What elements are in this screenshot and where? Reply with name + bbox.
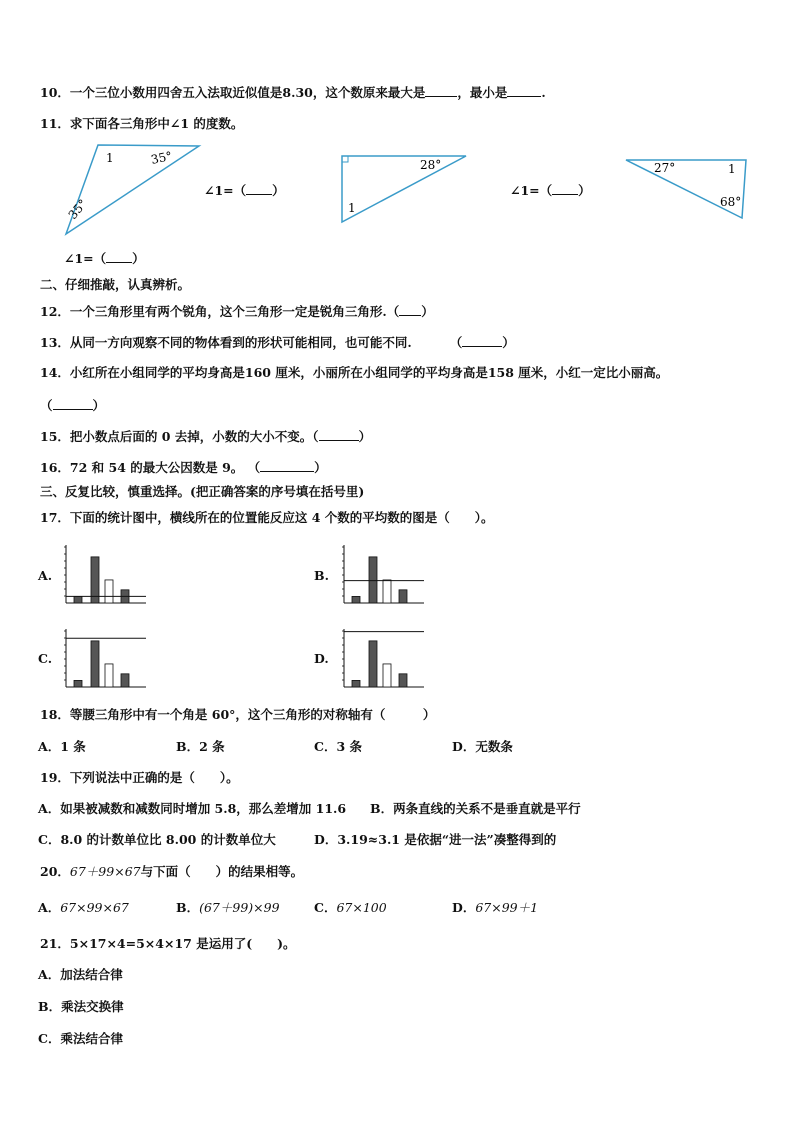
question-15 [40,428,371,445]
q15-close: ） [358,429,372,444]
q14-close: ） [92,398,106,413]
q10-prefix: 10．一个三位小数用四舍五入法取近似值是8.30，这个数原来最大是 [40,85,426,100]
q17-option-b-label[interactable]: B. [314,568,329,583]
q17-chart-d [338,627,430,693]
q11-answer-3-label: ∠1=（ [64,251,107,266]
q20-option-d[interactable] [452,900,538,916]
q20-option-c-label: C． [314,900,337,915]
q19-option-d[interactable]: D．3.19≈3.1 是依据“进一法”凑整得到的 [314,832,557,847]
chart-c-bar-4 [121,674,129,687]
q11-blank-3[interactable] [106,250,132,263]
q15-blank[interactable] [319,428,359,441]
question-11: 11．求下面各三角形中∠1 的度数。 [40,116,244,131]
q13-blank[interactable] [462,334,502,347]
triangle-3-angle-left: 27° [654,161,676,175]
chart-c-bar-2 [91,641,99,687]
question-20 [40,864,303,880]
q20-option-b-label: B． [176,900,200,915]
q21-option-c[interactable]: C．乘法结合律 [38,1031,123,1046]
q20-option-a-expr: 67×99×67 [60,900,129,915]
q18-option-b[interactable]: B．2 条 [176,739,225,754]
q20-option-a[interactable] [38,900,129,916]
question-12 [40,303,434,320]
question-14: 14．小红所在小组同学的平均身高是160 厘米，小丽所在小组同学的平均身高是158 厘米，小红一定比小丽高。 [40,365,669,380]
q11-answer-2-label: ∠1=（ [510,183,553,198]
q11-answer-2 [510,182,591,199]
q20-option-c[interactable] [314,900,387,916]
chart-c-bar-1 [74,680,82,687]
triangle-2-figure [338,152,472,226]
q20-option-d-label: D． [452,900,476,915]
q16-close: ） [314,460,327,475]
q20-text: 与下面（ ）的结果相等。 [140,864,304,879]
q20-option-b-expr: (67＋99)×99 [199,900,280,915]
q10-suffix: . [541,85,546,100]
q16-blank[interactable] [260,459,314,472]
q12-blank[interactable] [399,303,421,316]
question-21: 21．5×17×4=5×4×17 是运用了( )。 [40,936,296,951]
q10-blank-min[interactable] [507,84,541,97]
chart-a-bar-3 [105,580,113,603]
q11-answer-1 [204,182,285,199]
triangle-1-angle-1: 1 [106,151,114,165]
question-13 [40,334,515,351]
q11-answer-3 [64,250,145,267]
section-3-title: 三、反复比较，慎重选择。(把正确答案的序号填在括号里) [40,484,365,499]
q19-option-c[interactable]: C．8.0 的计数单位比 8.00 的计数单位大 [38,832,276,847]
chart-b-bar-2 [369,557,377,603]
question-14-answer [40,397,105,414]
chart-b-bar-4 [399,590,407,603]
triangle-2-angle-1: 1 [348,201,356,215]
question-18: 18．等腰三角形中有一个角是 60°，这个三角形的对称轴有（ ） [40,707,436,722]
chart-d-bar-1 [352,680,360,687]
q10-blank-max[interactable] [425,84,457,97]
q11-answer-2-close: ） [578,183,591,198]
q12-text: 12．一个三角形里有两个锐角，这个三角形一定是锐角三角形.（ [40,304,400,319]
chart-a-bar-1 [74,596,82,603]
chart-c-bar-3 [105,664,113,687]
q11-answer-1-label: ∠1=（ [204,183,247,198]
question-10 [40,84,546,101]
q18-option-d[interactable]: D．无数条 [452,739,513,754]
triangle-3-angle-1: 1 [728,162,736,176]
section-2-title: 二、仔细推敲，认真辨析。 [40,277,191,292]
q12-close: ） [421,304,434,319]
q20-option-a-label: A． [38,900,61,915]
triangle-3-angle-bottom: 68° [720,195,742,209]
q17-chart-b [338,543,430,609]
chart-d-bar-2 [369,641,377,687]
chart-d-bar-3 [383,664,391,687]
q13-text: 13．从同一方向观察不同的物体看到的形状可能相同，也可能不同. [40,335,412,350]
question-16 [40,459,327,476]
triangle-2-shape [342,156,466,222]
triangle-2-angle-right: 28° [420,158,442,172]
q13-open: （ [449,335,463,350]
q21-option-a[interactable]: A．加法结合律 [38,967,123,982]
q19-option-b[interactable]: B．两条直线的关系不是垂直就是平行 [370,801,581,816]
q11-answer-3-close: ） [132,251,145,266]
chart-d-bar-4 [399,674,407,687]
triangle-1-shape [66,145,199,234]
question-17: 17．下面的统计图中，横线所在的位置能反应这 4 个数的平均数的图是（ ）。 [40,510,494,525]
q10-mid: ，最小是 [457,85,508,100]
q14-open: （ [40,398,53,413]
chart-b-bar-1 [352,596,360,603]
q11-blank-1[interactable] [246,182,272,195]
q11-blank-2[interactable] [552,182,578,195]
q16-text: 16．72 和 54 的最大公因数是 9。 （ [40,460,261,475]
q17-option-c-label[interactable]: C. [38,651,53,666]
q18-option-a[interactable]: A．1 条 [38,739,86,754]
triangle-1-figure [60,142,205,238]
q20-option-c-expr: 67×100 [336,900,387,915]
q15-text: 15．把小数点后面的 0 去掉，小数的大小不变。（ [40,429,319,444]
q17-chart-c [60,627,152,693]
q20-expression: 67＋99×67 [69,864,141,879]
q17-option-d-label[interactable]: D. [314,651,329,666]
q19-option-a[interactable]: A．如果被减数和减数同时增加 5.8，那么差增加 11.6 [38,801,347,816]
q14-blank[interactable] [53,397,93,410]
q11-answer-1-close: ） [272,183,285,198]
q20-option-d-expr: 67×99＋1 [475,900,539,915]
triangle-1-angle-bottom: 35° [65,196,90,222]
triangle-1-angle-right: 35° [149,148,174,167]
q20-option-b[interactable] [176,900,280,916]
triangle-3-figure [622,156,750,222]
q13-close: ） [502,335,515,350]
question-19: 19．下列说法中正确的是（ ）。 [40,770,239,785]
q18-option-c[interactable]: C．3 条 [314,739,362,754]
chart-b-bar-3 [383,580,391,603]
triangle-2-right-angle-mark [342,156,348,162]
q17-option-a-label[interactable]: A. [38,568,53,583]
q17-chart-a [60,543,152,609]
q20-number: 20． [40,864,70,879]
q21-option-b[interactable]: B．乘法交换律 [38,999,124,1014]
